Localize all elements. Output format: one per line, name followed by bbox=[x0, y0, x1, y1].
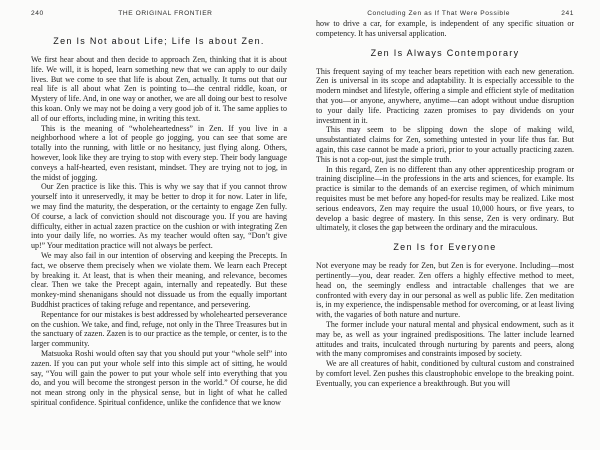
right-page-header bbox=[316, 10, 574, 19]
paragraph: We may also fail in our intention of observing and keeping the Precepts. In fact, we observe them precisely when we violate them. We learn each Precept by breaking it. At least, that is when their meaning, and relevance, becomes clear. Then we take the Precept again, internally and repeatedly. But these monkey-mind shenanigans should not dissuade us from the equally important Buddhist practices of taking refuge and repentance, and persevering. bbox=[31, 250, 287, 309]
paragraph: This may seem to be slipping down the slope of making wild, unsubstantiated claims for Zen, something untested in your life thus far. But again, this case cannot be made a priori, prior to your actually practicing zazen. This is not a cop-out, just the simple truth. bbox=[316, 125, 574, 164]
paragraph: We are all creatures of habit, conditioned by cultural custom and constrained by comfort level. Zen pushes this claustrophobic envelope to the breaking point. Eventually, you can experience a breakthrough. But you will bbox=[316, 359, 574, 388]
section-heading-zen-always-contemporary: Zen Is Always Contemporary bbox=[370, 47, 520, 58]
right-page bbox=[300, 0, 600, 450]
paragraph: This is the meaning of “wholeheartedness” in Zen. If you live in a neighborhood where a lot of people go jogging, you can see that some are totally into the running, with little or no hesitancy, just flying along. Others, however, look like they are trying to stop with every step. Their body language conveys a half-hearted, even resistant, mindset. They are trying not to jog, in the midst of jogging. bbox=[31, 123, 287, 182]
left-running-head: THE ORIGINAL FRONTIER bbox=[118, 10, 213, 17]
paragraph: Repentance for our mistakes is best addressed by wholehearted perseverance on the cushion. We take, and find, refuge, not only in the Three Treasures but in the sanctuary of zazen. Zazen is to our practice as the temple, or center, is to the larger community. bbox=[31, 309, 287, 349]
paragraph: In this regard, Zen is no different than any other apprenticeship program or training discipline—in the professions in the arts and sciences, for example. Its practice is similar to the demands of an exercise regimen, of which minimum requisites must be met before any hoped-for results may be realized. Like most serious endeavors, Zen may require the usual 10,000 hours, or five years, to develop a basic degree of mastery. In this sense, Zen is very ordinary. But ultimately, it closes the gap between the ordinary and the miraculous. bbox=[316, 164, 574, 233]
left-page-header bbox=[31, 10, 287, 19]
paragraph: We first hear about and then decide to approach Zen, thinking that it is about life. We will, it is hoped, learn something new that we can apply to our daily lives. But we come to see that life is about Zen, actually. It turns out that our real life is all about what Zen is pointing to—the central riddle, koan, or Mystery of life. And, in one way or another, we are all doing our best to resolve this koan. Only we may not be doing a very good job of it. The same applies to all of our efforts, including mine, in writing this text. bbox=[31, 55, 287, 123]
right-running-head: Concluding Zen as If That Were Possible bbox=[367, 10, 510, 17]
paragraph: The former include your natural mental and physical endowment, such as it may be, as well as your ingrained predispositions. The latter include learned attitudes and traits, inculcated through nurturing by parents and peers, along with the many compromises and constraints imposed by society. bbox=[316, 319, 574, 359]
left-page-number: 240 bbox=[31, 10, 44, 17]
paragraph: Matsuoka Roshi would often say that you should put your “whole self” into zazen. If you can put your whole self into this simple act of sitting, he would say, “You will gain the power to put your whole self into everything that you do, and you will become the strongest person in the world.” Of course, he did not mean strong only in the physical sense, but in light of what he called spiritual confidence. Spiritual confidence, unlike the confidence that we know bbox=[31, 348, 287, 407]
paragraph: Our Zen practice is like this. This is why we say that if you cannot throw yourself into it unreservedly, it may be better to drop it for now. Later in life, we may find the maturity, the desperation, or the certainty to engage Zen fully. Of course, a lack of conviction should not discourage you. If you are having difficulty, either in actual zazen practice on the cushion or with integrating Zen into your daily life, no worries. As my teacher would often say, “Don’t give up!” Your meditation practice will not always be perfect. bbox=[31, 182, 287, 251]
paragraph: This frequent saying of my teacher bears repetition with each new generation. Zen is universal in its scope and adaptability. It is especially accessible to the modern mindset and lifestyle, offering a simple and efficient style of meditation that you—or anyone, anywhere, anytime—can adopt without undue disruption to your daily life. Practicing zazen promises to pay dividends on your investment in it. bbox=[316, 66, 574, 125]
paragraph: Not everyone may be ready for Zen, but Zen is for everyone. Including—most pertinently—you, dear reader. Zen offers a highly effective method to meet, head on, the seemingly endless and intractable challenges that we are confronted with every day in our personal as well as public life. Zen meditation is, in my experience, the indispensable method for overcoming, or at least living with, the vagaries of both nature and nurture. bbox=[316, 261, 574, 320]
section-heading-zen-not-about-life: Zen Is Not about Life; Life Is about Zen. bbox=[53, 36, 265, 46]
paragraph: how to drive a car, for example, is independent of any specific situation or competency. It has universal application. bbox=[316, 19, 574, 38]
section-heading-zen-for-everyone: Zen Is for Everyone bbox=[393, 242, 497, 253]
right-page-number: 241 bbox=[561, 10, 574, 17]
